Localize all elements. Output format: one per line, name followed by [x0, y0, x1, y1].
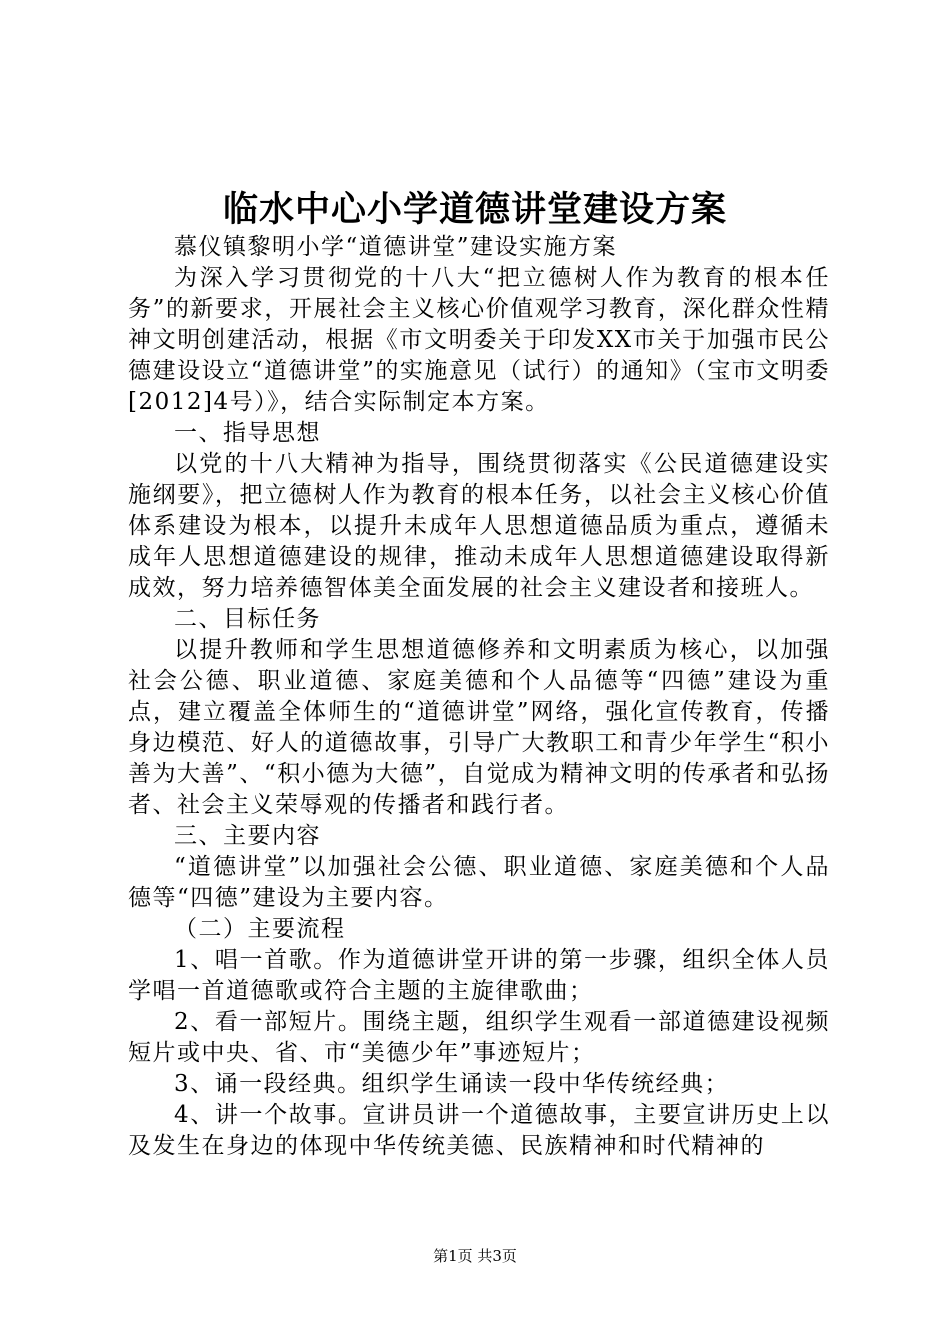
section-heading-process: （二）主要流程: [174, 916, 346, 942]
content-paragraph: “道德讲堂”以加强社会公德、职业道德、家庭美德和个人品德等“四德”建设为主要内容。: [128, 854, 830, 911]
process-item-3: 3、诵一段经典。组织学生诵读一段中华传统经典；: [174, 1071, 730, 1097]
process-item-1: 1、唱一首歌。作为道德讲堂开讲的第一步骤，组织全体人员学唱一首道德歌或符合主题的主旋律歌曲；: [128, 947, 830, 1004]
guiding-thought-paragraph: 以党的十八大精神为指导，围绕贯彻落实《公民道德建设实施纲要》，把立德树人作为教育的根本任务，以社会主义核心价值体系建设为根本，以提升未成年人思想道德品质为重点，遵循未成年人思想道德建设的规律，推动未成年人思想道德建设取得新成效，努力培养德智体美全面发展的社会主义建设者和接班人。: [128, 451, 830, 601]
document-body: [128, 232, 830, 1162]
intro-paragraph: 为深入学习贯彻党的十八大“把立德树人作为教育的根本任务”的新要求，开展社会主义核心价值观学习教育，深化群众性精神文明创建活动，根据《市文明委关于印发XX市关于加强市民公德建设设立“道德讲堂”的实施意见（试行）的通知》（宝市文明委[2012]4号）》，结合实际制定本方案。: [128, 265, 830, 415]
process-item-2: 2、看一部短片。围绕主题，组织学生观看一部道德建设视频短片或中央、省、市“美德少年”事迹短片；: [128, 1009, 830, 1066]
goals-paragraph: 以提升教师和学生思想道德修养和文明素质为核心，以加强社会公德、职业道德、家庭美德和个人品德等“四德”建设为重点，建立覆盖全体师生的“道德讲堂”网络，强化宣传教育，传播身边模范、好人的道德故事，引导广大教职工和青少年学生“积小善为大善”、“积小德为大德”，自觉成为精神文明的传承者和弘扬者、社会主义荣辱观的传播者和践行者。: [128, 637, 830, 818]
process-item-4: 4、讲一个故事。宣讲员讲一个道德故事，主要宣讲历史上以及发生在身边的体现中华传统美德、民族精神和时代精神的: [128, 1102, 830, 1159]
subtitle-paragraph: 慕仪镇黎明小学“道德讲堂”建设实施方案: [174, 234, 618, 260]
section-heading-content: 三、主要内容: [174, 823, 321, 849]
section-heading-guiding-thought: 一、指导思想: [174, 420, 321, 446]
page-footer: 第1页 共3页: [433, 1247, 517, 1265]
section-heading-goals: 二、目标任务: [174, 606, 321, 632]
document-title: 临水中心小学道德讲堂建设方案: [222, 189, 727, 230]
